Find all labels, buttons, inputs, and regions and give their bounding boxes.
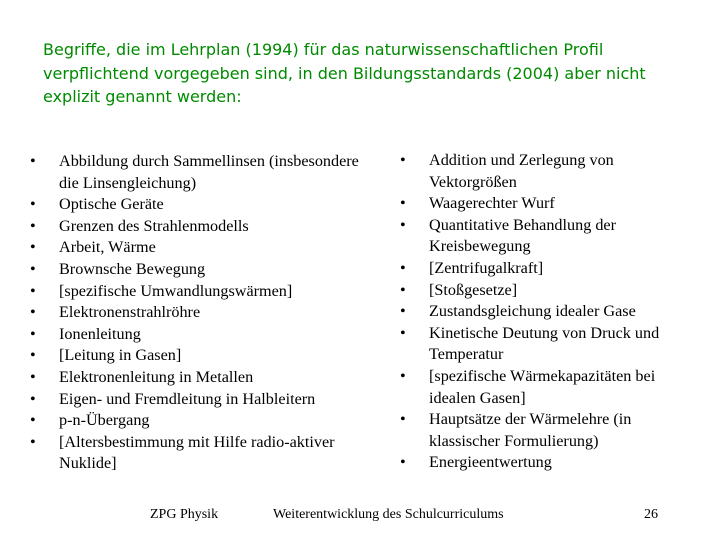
- list-item: • Ionenleitung: [30, 324, 375, 346]
- list-item: • Brownsche Bewegung: [30, 259, 375, 281]
- left-bullet-list: [30, 151, 375, 475]
- list-item: • Abbildung durch Sammellinsen (insbesondere die Linsengleichung): [30, 151, 375, 194]
- right-bullet-list: [400, 150, 700, 474]
- list-item: • Waagerechter Wurf: [400, 193, 700, 215]
- list-item: • Energieentwertung: [400, 452, 700, 474]
- footer-organization: ZPG Physik: [150, 507, 219, 522]
- list-item: • Hauptsätze der Wärmelehre (in klassischer Formulierung): [400, 409, 700, 452]
- list-item: • [Leitung in Gasen]: [30, 345, 375, 367]
- list-item: • Quantitative Behandlung der Kreisbewegung: [400, 215, 700, 258]
- list-item: • Eigen- und Fremdleitung in Halbleitern: [30, 389, 375, 411]
- list-item: • Addition und Zerlegung von Vektorgrößen: [400, 150, 700, 193]
- list-item: • [Stoßgesetze]: [400, 280, 700, 302]
- list-item: • Zustandsgleichung idealer Gase: [400, 301, 700, 323]
- slide-title: Begriffe, die im Lehrplan (1994) für das naturwissenschaftlichen Profil verpflichtend vorgegeben sind, in den Bildungsstandards (2004) aber nicht explizit genannt werden:: [43, 40, 646, 106]
- footer-title: Weiterentwicklung des Schulcurriculums: [273, 507, 504, 522]
- list-item: • [Altersbestimmung mit Hilfe radio-aktiver Nuklide]: [30, 432, 375, 475]
- page-number: 26: [644, 507, 658, 522]
- list-item: • [Zentrifugalkraft]: [400, 258, 700, 280]
- list-item: • [spezifische Wärmekapazitäten bei idealen Gasen]: [400, 366, 700, 409]
- list-item: • Kinetische Deutung von Druck und Temperatur: [400, 323, 700, 366]
- list-item: • Arbeit, Wärme: [30, 237, 375, 259]
- list-item: • Grenzen des Strahlenmodells: [30, 216, 375, 238]
- list-item: • Optische Geräte: [30, 194, 375, 216]
- list-item: • Elektronenleitung in Metallen: [30, 367, 375, 389]
- list-item: • [spezifische Umwandlungswärmen]: [30, 281, 375, 303]
- list-item: • p-n-Übergang: [30, 410, 375, 432]
- list-item: • Elektronenstrahlröhre: [30, 302, 375, 324]
